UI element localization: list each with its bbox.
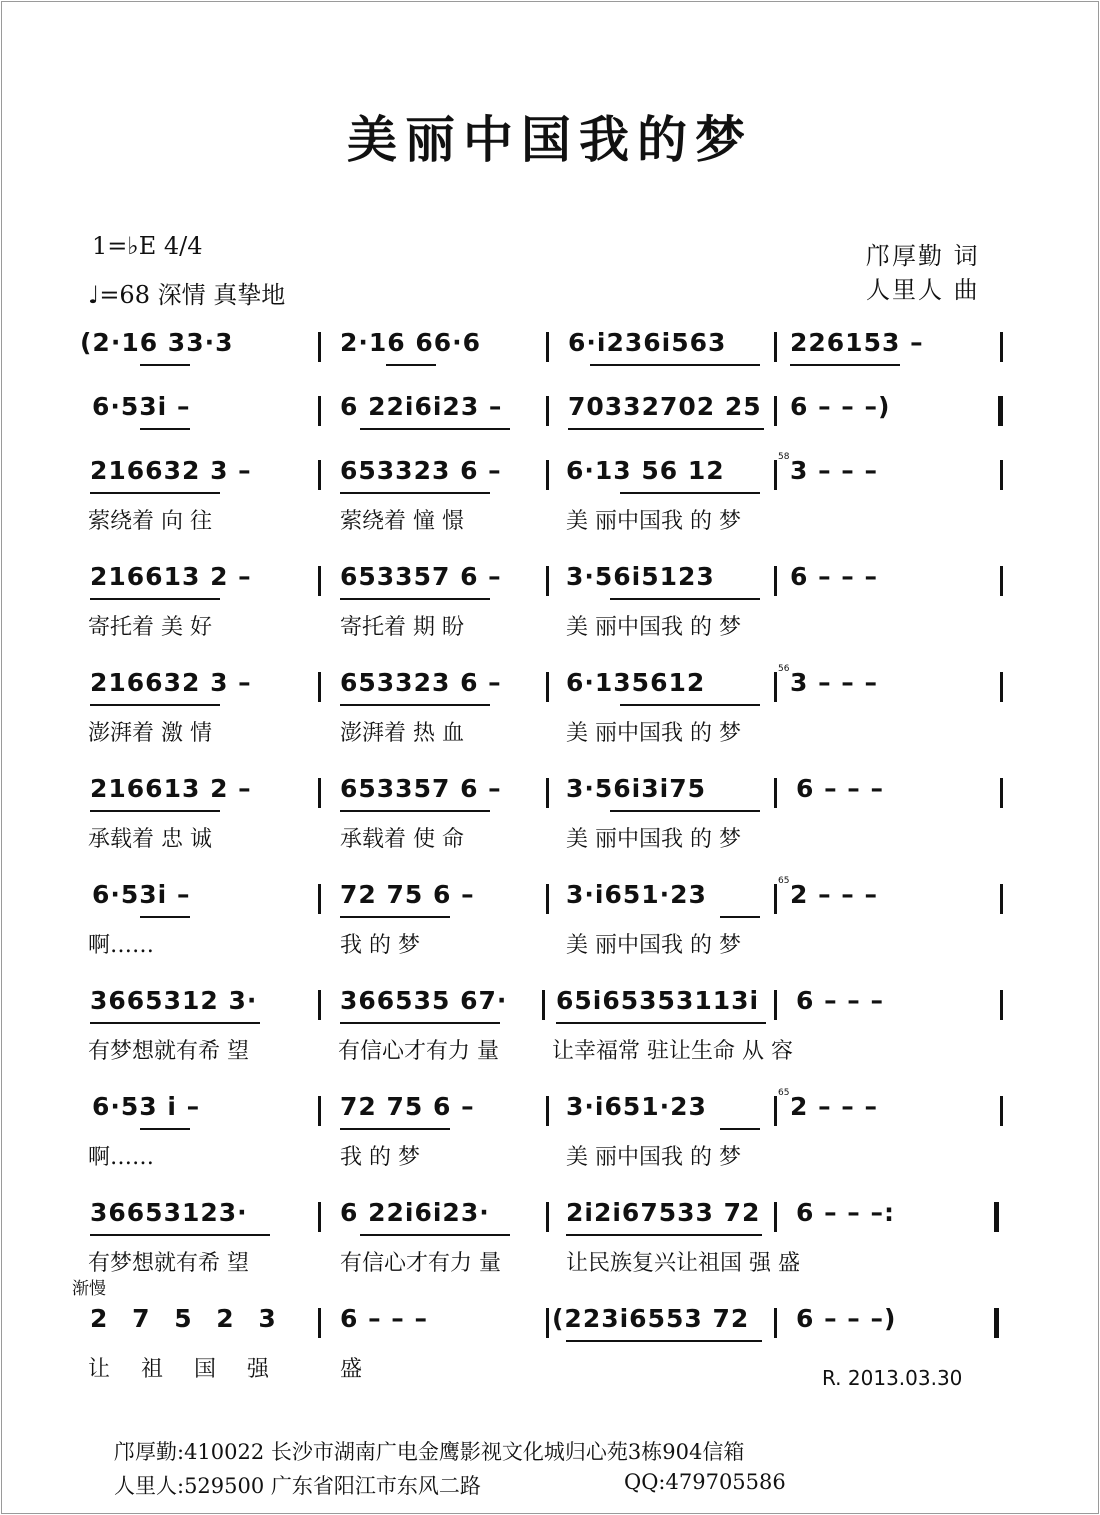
lyric-line: 啊……: [88, 1145, 155, 1170]
bar-line: [1000, 460, 1003, 490]
measure: 6·13 56 12: [566, 456, 725, 485]
measure: 2 – – –: [790, 1092, 879, 1121]
score-row-8: [0, 986, 1100, 1086]
bar-line: [318, 396, 321, 426]
measure: 70332702 25: [568, 392, 762, 421]
lyric-line: 有梦想就有希 望: [88, 1039, 249, 1064]
beam: [610, 810, 760, 812]
measure: 3 – – –: [790, 456, 879, 485]
score-row-3: [0, 452, 1100, 556]
beam: [140, 916, 190, 918]
bar-line: [318, 460, 321, 490]
beam: [620, 704, 760, 706]
measure: 6 – – –:: [796, 1198, 896, 1227]
measure: 216632 3 –: [90, 456, 252, 485]
bar-line: [546, 1202, 549, 1232]
lyric-line: 美 丽中国我 的 梦: [566, 615, 741, 640]
bar-line: [774, 1096, 777, 1126]
measure: 3·56i3i75: [566, 774, 707, 803]
score-row-7: [0, 876, 1100, 980]
end-bar-line: [994, 1308, 999, 1338]
beam: [140, 364, 190, 366]
measure: 6 – – –: [790, 562, 879, 591]
beam: [90, 1022, 260, 1024]
beam: [590, 364, 760, 366]
lyric-line: 美 丽中国我 的 梦: [566, 827, 741, 852]
lyric-line: 寄托着 期 盼: [340, 615, 464, 640]
beam: [140, 428, 190, 430]
measure: 216613 2 –: [90, 562, 252, 591]
bar-line: [546, 778, 549, 808]
lyric-line: 澎湃着 热 血: [340, 721, 464, 746]
bar-line: [774, 396, 777, 426]
beam: [790, 364, 900, 366]
beam: [720, 916, 760, 918]
bar-line: [318, 332, 321, 362]
bar-line: [318, 778, 321, 808]
grace-note: 65: [778, 876, 790, 886]
beam: [90, 598, 220, 600]
measure: 6·135612: [566, 668, 706, 697]
measure: 6·i236i563: [568, 328, 727, 357]
bar-line: [774, 460, 777, 490]
beam: [340, 492, 490, 494]
measure: 6 – – –: [340, 1304, 429, 1333]
bar-line: [546, 460, 549, 490]
end-bar-line: [998, 396, 1003, 426]
bar-line: [774, 672, 777, 702]
lyric-line: 承载着 忠 诚: [88, 827, 212, 852]
qq-contact: QQ:479705586: [624, 1470, 786, 1494]
beam: [620, 492, 760, 494]
bar-line: [318, 672, 321, 702]
bar-line: [774, 1202, 777, 1232]
measure: 6·53i –: [92, 880, 191, 909]
grace-note: 58: [778, 452, 790, 462]
lyric-line: 我 的 梦: [340, 933, 420, 958]
bar-line: [1000, 672, 1003, 702]
score-row-10: [0, 1198, 1100, 1298]
measure: 2·16 66·6: [340, 328, 482, 357]
measure: 6 22i6i23 –: [340, 392, 503, 421]
measure: 6·53i –: [92, 392, 191, 421]
measure: 216613 2 –: [90, 774, 252, 803]
measure: (2·16 33·3: [80, 328, 234, 357]
measure: 226153 –: [790, 328, 924, 357]
contact-line-2: 人里人:529500 广东省阳江市东风二路: [114, 1474, 481, 1498]
bar-line: [546, 332, 549, 362]
score-row-4: [0, 562, 1100, 662]
beam: [610, 598, 760, 600]
contact-line-1: 邝厚勤:410022 长沙市湖南广电金鹰影视文化城归心苑3栋904信箱: [114, 1440, 745, 1464]
bar-line: [1000, 566, 1003, 596]
measure: 653323 6 –: [340, 456, 502, 485]
measure: 653323 6 –: [340, 668, 502, 697]
composer-credit: 人里人 曲: [866, 276, 980, 304]
lyric-line: 萦绕着 憧 憬: [340, 509, 464, 534]
lyric-line: 有信心才有力 量: [338, 1039, 499, 1064]
grace-note: 56: [778, 664, 790, 674]
bar-line: [774, 566, 777, 596]
lyric-line: 承载着 使 命: [340, 827, 464, 852]
lyric-line: 澎湃着 激 情: [88, 721, 212, 746]
measure: 3 – – –: [790, 668, 879, 697]
measure: 2i2i67533 72: [566, 1198, 761, 1227]
lyric-line: 让民族复兴让祖国 强 盛: [566, 1251, 800, 1276]
lyric-line: 我 的 梦: [340, 1145, 420, 1170]
tempo-slowdown-mark: 渐慢: [72, 1279, 106, 1299]
measure: 6 22i6i23·: [340, 1198, 490, 1227]
measure: 3·i651·23: [566, 1092, 707, 1121]
measure: 366535 67·: [340, 986, 508, 1015]
beam: [720, 1128, 760, 1130]
beam: [566, 1340, 762, 1342]
measure: (223i6553 72: [552, 1304, 750, 1333]
beam: [340, 598, 490, 600]
key-signature: 1=♭E 4/4: [92, 232, 203, 260]
measure: 6 – – –): [796, 1304, 897, 1333]
tempo-marking: ♩=68 深情 真挚地: [88, 281, 286, 309]
beam: [340, 810, 490, 812]
measure: 653357 6 –: [340, 562, 502, 591]
bar-line: [546, 1096, 549, 1126]
bar-line: [1000, 332, 1003, 362]
lyric-line: 美 丽中国我 的 梦: [566, 933, 741, 958]
beam: [566, 1234, 762, 1236]
beam: [360, 428, 510, 430]
beam: [360, 1234, 510, 1236]
bar-line: [318, 1202, 321, 1232]
beam: [340, 704, 490, 706]
measure: 6 – – –: [796, 774, 885, 803]
lyric-line: 美 丽中国我 的 梦: [566, 721, 741, 746]
beam: [568, 428, 764, 430]
measure: 2 7 5 2 3: [90, 1304, 284, 1333]
lyric-line: 盛: [340, 1357, 363, 1382]
bar-line: [318, 884, 321, 914]
measure: 36653123·: [90, 1198, 248, 1227]
score-row-5: [0, 664, 1100, 768]
bar-line: [1000, 884, 1003, 914]
measure: 653357 6 –: [340, 774, 502, 803]
bar-line: [546, 396, 549, 426]
measure: 3665312 3·: [90, 986, 258, 1015]
grace-note: 65: [778, 1088, 790, 1098]
bar-line: [318, 1096, 321, 1126]
beam: [340, 1128, 450, 1130]
beam: [140, 1128, 190, 1130]
measure: 6 – – –): [790, 392, 891, 421]
bar-line: [774, 884, 777, 914]
beam: [340, 1022, 500, 1024]
bar-line: [546, 566, 549, 596]
measure: 2 – – –: [790, 880, 879, 909]
lyric-line: 萦绕着 向 往: [88, 509, 212, 534]
score-row-6: [0, 774, 1100, 874]
beam: [556, 1022, 766, 1024]
measure: 72 75 6 –: [340, 880, 475, 909]
bar-line: [546, 884, 549, 914]
lyric-line: 寄托着 美 好: [88, 615, 212, 640]
lyric-line: 有信心才有力 量: [340, 1251, 501, 1276]
bar-line: [318, 990, 321, 1020]
bar-line: [774, 778, 777, 808]
composition-date: R. 2013.03.30: [822, 1366, 963, 1390]
beam: [340, 916, 450, 918]
lyricist-credit: 邝厚勤 词: [866, 242, 980, 270]
bar-line: [774, 990, 777, 1020]
bar-line: [1000, 1096, 1003, 1126]
lyric-line: 有梦想就有希 望: [88, 1251, 249, 1276]
bar-line: [318, 566, 321, 596]
lyric-line: 美 丽中国我 的 梦: [566, 509, 741, 534]
beam: [90, 704, 220, 706]
lyric-line: 让幸福常 驻让生命 从 容: [552, 1039, 793, 1064]
beam: [90, 1234, 270, 1236]
repeat-bar-line: [994, 1202, 999, 1232]
beam: [90, 810, 220, 812]
song-title: 美丽中国我的梦: [347, 111, 753, 169]
beam: [386, 364, 436, 366]
lyric-line: 啊……: [88, 933, 155, 958]
bar-line: [318, 1308, 321, 1338]
bar-line: [546, 672, 549, 702]
measure: 3·i651·23: [566, 880, 707, 909]
lyric-line: 美 丽中国我 的 梦: [566, 1145, 741, 1170]
measure: 72 75 6 –: [340, 1092, 475, 1121]
bar-line: [542, 990, 545, 1020]
bar-line: [774, 1308, 777, 1338]
bar-line: [774, 332, 777, 362]
measure: 6·53 i –: [92, 1092, 201, 1121]
measure: 3·56i5123: [566, 562, 715, 591]
measure: 65i65353113i: [556, 986, 760, 1015]
lyric-line: 让 祖 国 强: [88, 1357, 281, 1382]
bar-line: [546, 1308, 549, 1338]
measure: 6 – – –: [796, 986, 885, 1015]
score-row-9: [0, 1088, 1100, 1192]
bar-line: [1000, 990, 1003, 1020]
measure: 216632 3 –: [90, 668, 252, 697]
bar-line: [1000, 778, 1003, 808]
beam: [90, 492, 220, 494]
